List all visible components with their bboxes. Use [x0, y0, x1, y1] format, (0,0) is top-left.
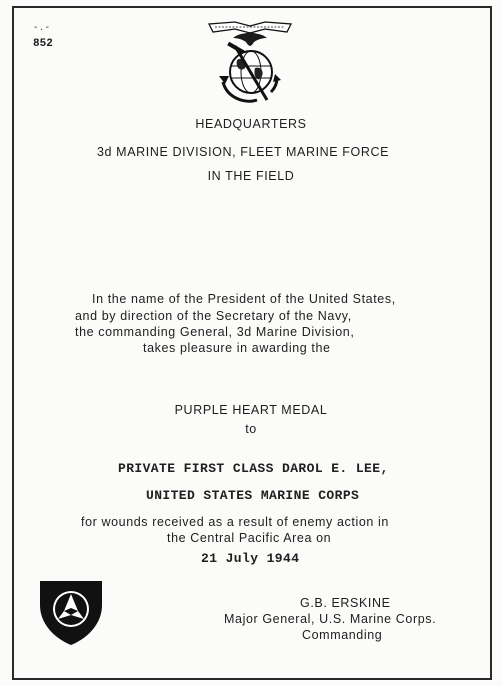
signature-name: G.B. ERSKINE — [300, 596, 391, 610]
signature-title: Commanding — [302, 628, 383, 642]
header-headquarters: HEADQUARTERS — [195, 117, 307, 131]
recipient-name: PRIVATE FIRST CLASS DAROL E. LEE, — [118, 461, 389, 476]
citation-line-1: for wounds received as a result of enemy action in — [81, 515, 389, 529]
body-line-1: In the name of the President of the United States, — [92, 292, 396, 306]
citation-line-2: the Central Pacific Area on — [167, 531, 332, 545]
recipient-service: UNITED STATES MARINE CORPS — [146, 488, 360, 503]
signature-rank: Major General, U.S. Marine Corps. — [224, 612, 437, 626]
body-line-4: takes pleasure in awarding the — [143, 341, 331, 355]
body-line-3: the commanding General, 3d Marine Division, — [75, 325, 355, 339]
header-in-the-field: IN THE FIELD — [207, 169, 295, 183]
corner-mark: - . - — [34, 22, 49, 33]
header-division: 3d MARINE DIVISION, FLEET MARINE FORCE — [97, 145, 390, 159]
award-to: to — [245, 422, 257, 436]
body-line-2: and by direction of the Secretary of the Navy, — [75, 309, 352, 323]
citation-date: 21 July 1944 — [201, 551, 300, 566]
third-marine-division-insignia — [36, 577, 106, 647]
document-number: 852 — [33, 38, 53, 50]
award-medal: PURPLE HEART MEDAL — [174, 403, 328, 417]
eagle-globe-anchor-emblem — [205, 16, 295, 108]
